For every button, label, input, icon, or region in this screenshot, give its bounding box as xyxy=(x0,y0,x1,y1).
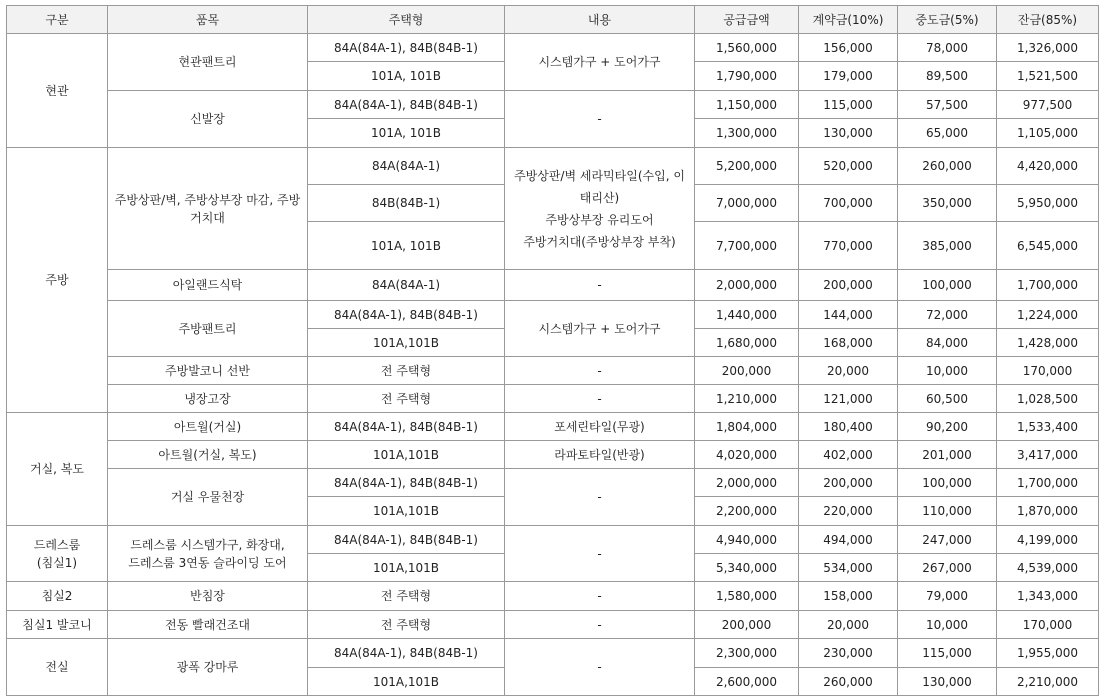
contract-deposit-cell: 200,000 xyxy=(799,469,898,497)
contract-deposit-cell: 156,000 xyxy=(799,34,898,62)
content-cell: - xyxy=(505,385,695,413)
balance-cell: 1,105,000 xyxy=(997,119,1099,148)
middle-payment-cell: 350,000 xyxy=(898,185,997,222)
contract-deposit-cell: 402,000 xyxy=(799,441,898,469)
contract-deposit-cell: 168,000 xyxy=(799,329,898,357)
supply-amount-cell: 2,200,000 xyxy=(695,497,799,526)
table-row xyxy=(7,148,1099,185)
housing-type-cell: 84A(84A-1), 84B(84B-1) xyxy=(308,34,505,62)
housing-type-cell: 전 주택형 xyxy=(308,357,505,385)
balance-cell: 1,521,500 xyxy=(997,62,1099,91)
middle-payment-cell: 267,000 xyxy=(898,554,997,582)
supply-amount-cell: 2,000,000 xyxy=(695,270,799,301)
supply-amount-cell: 7,000,000 xyxy=(695,185,799,222)
header-supply-amount: 공급금액 xyxy=(695,6,799,34)
middle-payment-cell: 247,000 xyxy=(898,526,997,554)
table-row xyxy=(7,301,1099,329)
supply-amount-cell: 1,150,000 xyxy=(695,91,799,119)
balance-cell: 1,955,000 xyxy=(997,639,1099,668)
housing-type-cell: 84A(84A-1), 84B(84B-1) xyxy=(308,413,505,441)
content-cell: - xyxy=(505,469,695,526)
contract-deposit-cell: 534,000 xyxy=(799,554,898,582)
housing-type-cell: 101A, 101B xyxy=(308,62,505,91)
housing-type-cell: 84A(84A-1), 84B(84B-1) xyxy=(308,526,505,554)
content-cell: 주방상판/벽 세라믹타일(수입, 이태리산) 주방상부장 유리도어 주방거치대(주방상부장 부착) xyxy=(505,148,695,270)
middle-payment-cell: 79,000 xyxy=(898,582,997,611)
item-name-cell: 거실 우물천장 xyxy=(108,469,308,526)
contract-deposit-cell: 200,000 xyxy=(799,270,898,301)
housing-type-cell: 84A(84A-1) xyxy=(308,270,505,301)
balance-cell: 1,028,500 xyxy=(997,385,1099,413)
housing-type-cell: 101A,101B xyxy=(308,441,505,469)
header-category: 구분 xyxy=(7,6,108,34)
header-row xyxy=(7,6,1099,34)
category-cell: 드레스룸 (침실1) xyxy=(7,526,108,582)
content-cell: 시스템가구 + 도어가구 xyxy=(505,34,695,91)
header-contract-deposit: 계약금(10%) xyxy=(799,6,898,34)
contract-deposit-cell: 520,000 xyxy=(799,148,898,185)
supply-amount-cell: 1,790,000 xyxy=(695,62,799,91)
contract-deposit-cell: 115,000 xyxy=(799,91,898,119)
housing-type-cell: 전 주택형 xyxy=(308,611,505,639)
contract-deposit-cell: 180,400 xyxy=(799,413,898,441)
contract-deposit-cell: 230,000 xyxy=(799,639,898,668)
middle-payment-cell: 385,000 xyxy=(898,222,997,270)
header-middle-payment: 중도금(5%) xyxy=(898,6,997,34)
middle-payment-cell: 10,000 xyxy=(898,357,997,385)
supply-amount-cell: 1,440,000 xyxy=(695,301,799,329)
middle-payment-cell: 115,000 xyxy=(898,639,997,668)
category-cell: 전실 xyxy=(7,639,108,696)
supply-amount-cell: 2,300,000 xyxy=(695,639,799,668)
supply-amount-cell: 1,680,000 xyxy=(695,329,799,357)
table-row xyxy=(7,34,1099,62)
housing-type-cell: 84A(84A-1) xyxy=(308,148,505,185)
housing-type-cell: 101A, 101B xyxy=(308,119,505,148)
middle-payment-cell: 10,000 xyxy=(898,611,997,639)
middle-payment-cell: 201,000 xyxy=(898,441,997,469)
category-cell: 현관 xyxy=(7,34,108,148)
content-cell: 시스템가구 + 도어가구 xyxy=(505,301,695,357)
contract-deposit-cell: 158,000 xyxy=(799,582,898,611)
balance-cell: 1,224,000 xyxy=(997,301,1099,329)
middle-payment-cell: 110,000 xyxy=(898,497,997,526)
middle-payment-cell: 260,000 xyxy=(898,148,997,185)
table-body xyxy=(7,34,1099,696)
housing-type-cell: 84A(84A-1), 84B(84B-1) xyxy=(308,91,505,119)
item-name-cell: 주방상판/벽, 주방상부장 마감, 주방거치대 xyxy=(108,148,308,270)
contract-deposit-cell: 179,000 xyxy=(799,62,898,91)
contract-deposit-cell: 20,000 xyxy=(799,611,898,639)
table-row xyxy=(7,526,1099,554)
table-row xyxy=(7,441,1099,469)
content-cell: 포세린타일(무광) xyxy=(505,413,695,441)
supply-amount-cell: 200,000 xyxy=(695,611,799,639)
table-row xyxy=(7,469,1099,497)
balance-cell: 1,428,000 xyxy=(997,329,1099,357)
balance-cell: 5,950,000 xyxy=(997,185,1099,222)
item-name-cell: 아트월(거실) xyxy=(108,413,308,441)
content-cell: - xyxy=(505,357,695,385)
supply-amount-cell: 4,940,000 xyxy=(695,526,799,554)
balance-cell: 6,545,000 xyxy=(997,222,1099,270)
content-cell: 라파토타일(반광) xyxy=(505,441,695,469)
balance-cell: 3,417,000 xyxy=(997,441,1099,469)
housing-type-cell: 84A(84A-1), 84B(84B-1) xyxy=(308,639,505,668)
contract-deposit-cell: 144,000 xyxy=(799,301,898,329)
housing-type-cell: 101A, 101B xyxy=(308,222,505,270)
contract-deposit-cell: 260,000 xyxy=(799,668,898,696)
contract-deposit-cell: 494,000 xyxy=(799,526,898,554)
middle-payment-cell: 72,000 xyxy=(898,301,997,329)
header-content: 내용 xyxy=(505,6,695,34)
middle-payment-cell: 65,000 xyxy=(898,119,997,148)
supply-amount-cell: 2,600,000 xyxy=(695,668,799,696)
item-name-cell: 반침장 xyxy=(108,582,308,611)
balance-cell: 4,420,000 xyxy=(997,148,1099,185)
middle-payment-cell: 84,000 xyxy=(898,329,997,357)
supply-amount-cell: 200,000 xyxy=(695,357,799,385)
item-name-cell: 전동 빨래건조대 xyxy=(108,611,308,639)
supply-amount-cell: 7,700,000 xyxy=(695,222,799,270)
item-name-cell: 현관팬트리 xyxy=(108,34,308,91)
contract-deposit-cell: 130,000 xyxy=(799,119,898,148)
category-cell: 침실1 발코니 xyxy=(7,611,108,639)
option-price-table xyxy=(6,5,1099,696)
content-cell: - xyxy=(505,582,695,611)
balance-cell: 1,533,400 xyxy=(997,413,1099,441)
balance-cell: 4,199,000 xyxy=(997,526,1099,554)
item-name-cell: 아일랜드식탁 xyxy=(108,270,308,301)
housing-type-cell: 101A,101B xyxy=(308,497,505,526)
table-row xyxy=(7,357,1099,385)
middle-payment-cell: 78,000 xyxy=(898,34,997,62)
housing-type-cell: 전 주택형 xyxy=(308,582,505,611)
supply-amount-cell: 1,560,000 xyxy=(695,34,799,62)
contract-deposit-cell: 220,000 xyxy=(799,497,898,526)
table-row xyxy=(7,611,1099,639)
item-name-cell: 주방팬트리 xyxy=(108,301,308,357)
middle-payment-cell: 57,500 xyxy=(898,91,997,119)
content-cell: - xyxy=(505,91,695,148)
contract-deposit-cell: 700,000 xyxy=(799,185,898,222)
table-row xyxy=(7,413,1099,441)
header-item: 품목 xyxy=(108,6,308,34)
middle-payment-cell: 60,500 xyxy=(898,385,997,413)
supply-amount-cell: 1,300,000 xyxy=(695,119,799,148)
balance-cell: 2,210,000 xyxy=(997,668,1099,696)
balance-cell: 1,700,000 xyxy=(997,270,1099,301)
item-name-cell: 냉장고장 xyxy=(108,385,308,413)
item-name-cell: 주방발코니 선반 xyxy=(108,357,308,385)
content-cell: - xyxy=(505,639,695,696)
middle-payment-cell: 100,000 xyxy=(898,270,997,301)
contract-deposit-cell: 20,000 xyxy=(799,357,898,385)
middle-payment-cell: 89,500 xyxy=(898,62,997,91)
middle-payment-cell: 130,000 xyxy=(898,668,997,696)
supply-amount-cell: 4,020,000 xyxy=(695,441,799,469)
supply-amount-cell: 5,340,000 xyxy=(695,554,799,582)
table-row xyxy=(7,270,1099,301)
supply-amount-cell: 2,000,000 xyxy=(695,469,799,497)
item-name-cell: 신발장 xyxy=(108,91,308,148)
housing-type-cell: 84A(84A-1), 84B(84B-1) xyxy=(308,301,505,329)
content-cell: - xyxy=(505,611,695,639)
balance-cell: 977,500 xyxy=(997,91,1099,119)
balance-cell: 1,326,000 xyxy=(997,34,1099,62)
housing-type-cell: 84B(84B-1) xyxy=(308,185,505,222)
table-row xyxy=(7,385,1099,413)
category-cell: 주방 xyxy=(7,148,108,413)
content-cell: - xyxy=(505,526,695,582)
balance-cell: 1,700,000 xyxy=(997,469,1099,497)
middle-payment-cell: 100,000 xyxy=(898,469,997,497)
housing-type-cell: 101A,101B xyxy=(308,554,505,582)
housing-type-cell: 84A(84A-1), 84B(84B-1) xyxy=(308,469,505,497)
balance-cell: 1,870,000 xyxy=(997,497,1099,526)
header-balance: 잔금(85%) xyxy=(997,6,1099,34)
table-row xyxy=(7,91,1099,119)
supply-amount-cell: 5,200,000 xyxy=(695,148,799,185)
table-row xyxy=(7,582,1099,611)
item-name-cell: 광폭 강마루 xyxy=(108,639,308,696)
balance-cell: 1,343,000 xyxy=(997,582,1099,611)
supply-amount-cell: 1,210,000 xyxy=(695,385,799,413)
balance-cell: 170,000 xyxy=(997,357,1099,385)
housing-type-cell: 101A,101B xyxy=(308,668,505,696)
table-row xyxy=(7,639,1099,668)
housing-type-cell: 전 주택형 xyxy=(308,385,505,413)
item-name-cell: 드레스룸 시스템가구, 화장대, 드레스룸 3연동 슬라이딩 도어 xyxy=(108,526,308,582)
option-price-table-container xyxy=(6,5,1099,696)
supply-amount-cell: 1,804,000 xyxy=(695,413,799,441)
category-cell: 거실, 복도 xyxy=(7,413,108,526)
content-cell: - xyxy=(505,270,695,301)
category-cell: 침실2 xyxy=(7,582,108,611)
header-housing-type: 주택형 xyxy=(308,6,505,34)
item-name-cell: 아트월(거실, 복도) xyxy=(108,441,308,469)
housing-type-cell: 101A,101B xyxy=(308,329,505,357)
contract-deposit-cell: 770,000 xyxy=(799,222,898,270)
middle-payment-cell: 90,200 xyxy=(898,413,997,441)
supply-amount-cell: 1,580,000 xyxy=(695,582,799,611)
contract-deposit-cell: 121,000 xyxy=(799,385,898,413)
balance-cell: 170,000 xyxy=(997,611,1099,639)
balance-cell: 4,539,000 xyxy=(997,554,1099,582)
